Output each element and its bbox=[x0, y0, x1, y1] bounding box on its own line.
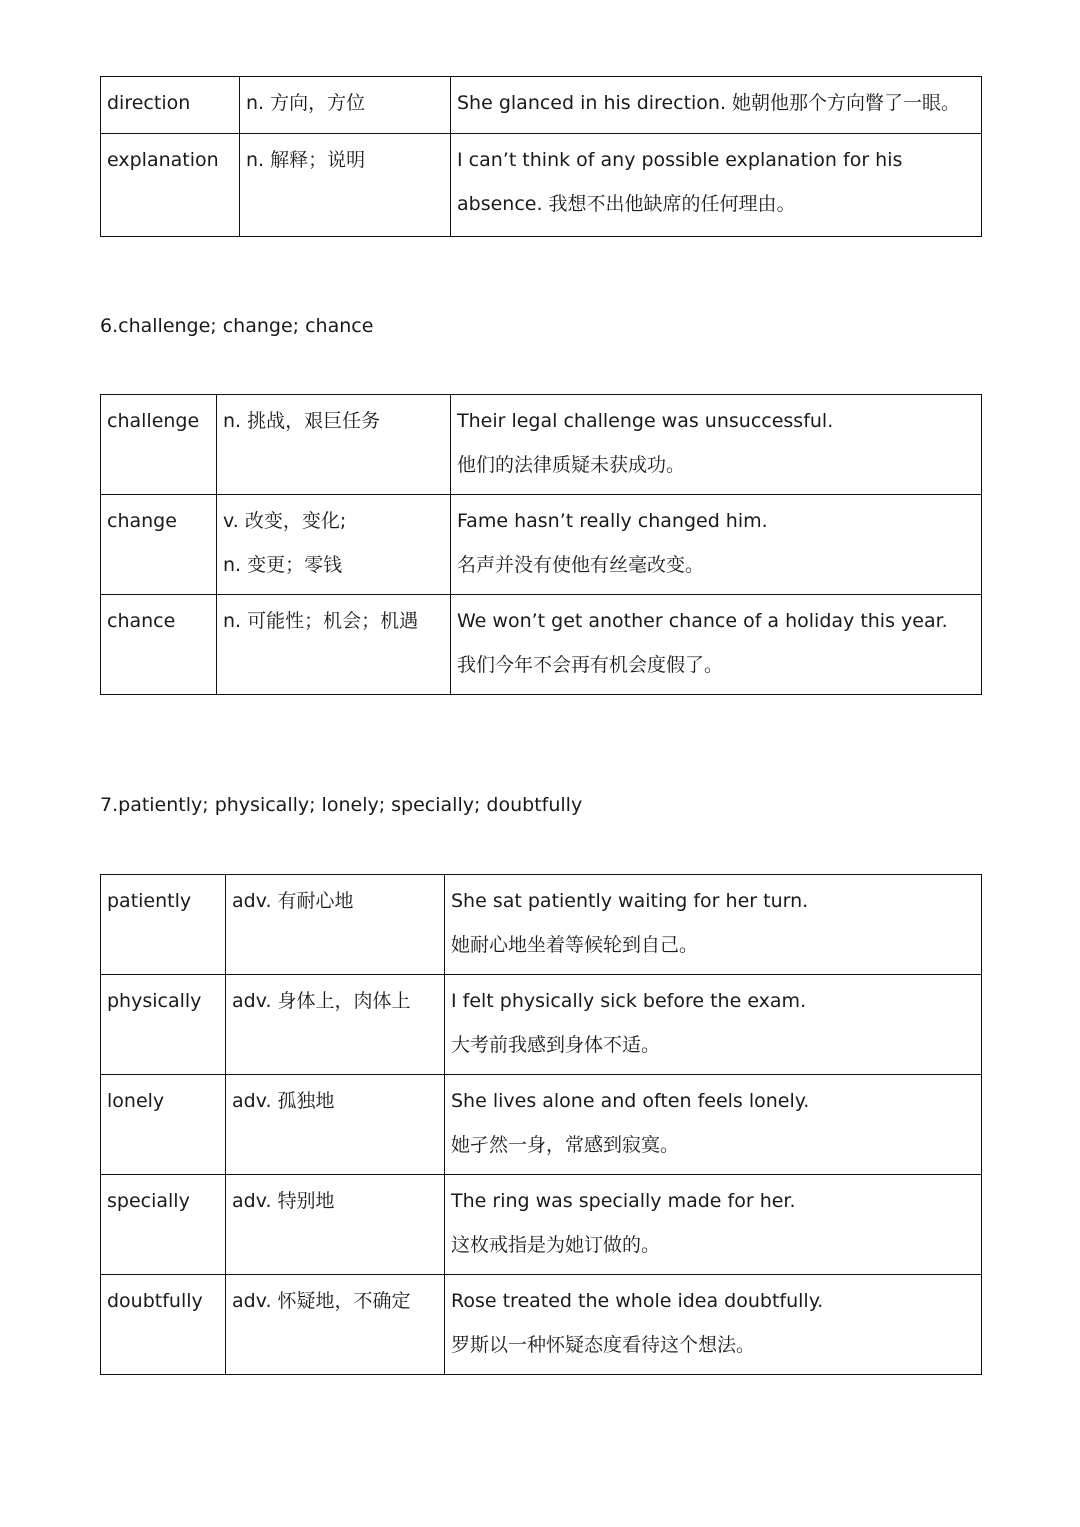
vocab-table-1 bbox=[100, 76, 982, 237]
word-cell: lonely bbox=[101, 1075, 226, 1175]
word-cell: chance bbox=[101, 595, 217, 695]
table-row bbox=[101, 495, 982, 595]
table-row bbox=[101, 875, 982, 975]
section-heading: 7.patiently; physically; lonely; specially; doubtfully bbox=[100, 794, 583, 816]
example-cell: She glanced in his direction. 她朝他那个方向瞥了一眼。 bbox=[451, 77, 982, 134]
vocab-table-2 bbox=[100, 394, 982, 695]
meaning-cell: n. 解释；说明 bbox=[240, 134, 451, 237]
example-cell: The ring was specially made for her. 这枚戒指是为她订做的。 bbox=[445, 1175, 982, 1275]
example-cell: We won’t get another chance of a holiday this year. 我们今年不会再有机会度假了。 bbox=[451, 595, 982, 695]
example-cell: I felt physically sick before the exam. 大考前我感到身体不适。 bbox=[445, 975, 982, 1075]
meaning-cell: n. 可能性；机会；机遇 bbox=[217, 595, 451, 695]
meaning-cell: n. 方向，方位 bbox=[240, 77, 451, 134]
example-cell: I can’t think of any possible explanation for his absence. 我想不出他缺席的任何理由。 bbox=[451, 134, 982, 237]
table-row bbox=[101, 1075, 982, 1175]
section-heading: 6.challenge; change; chance bbox=[100, 315, 374, 337]
word-cell: specially bbox=[101, 1175, 226, 1275]
meaning-cell: adv. 特别地 bbox=[226, 1175, 445, 1275]
example-cell: She sat patiently waiting for her turn. 她耐心地坐着等候轮到自己。 bbox=[445, 875, 982, 975]
word-cell: physically bbox=[101, 975, 226, 1075]
word-cell: direction bbox=[101, 77, 240, 134]
table-row bbox=[101, 395, 982, 495]
table-row bbox=[101, 134, 982, 237]
meaning-cell: adv. 有耐心地 bbox=[226, 875, 445, 975]
meaning-cell: adv. 身体上，肉体上 bbox=[226, 975, 445, 1075]
example-cell: She lives alone and often feels lonely. 她孑然一身，常感到寂寞。 bbox=[445, 1075, 982, 1175]
meaning-cell: adv. 怀疑地，不确定 bbox=[226, 1275, 445, 1375]
example-cell: Fame hasn’t really changed him. 名声并没有使他有丝毫改变。 bbox=[451, 495, 982, 595]
meaning-cell: v. 改变，变化; n. 变更；零钱 bbox=[217, 495, 451, 595]
meaning-cell: adv. 孤独地 bbox=[226, 1075, 445, 1175]
table-row bbox=[101, 595, 982, 695]
example-cell: Their legal challenge was unsuccessful. 他们的法律质疑未获成功。 bbox=[451, 395, 982, 495]
table-row bbox=[101, 1275, 982, 1375]
word-cell: challenge bbox=[101, 395, 217, 495]
table-row bbox=[101, 975, 982, 1075]
table-row bbox=[101, 1175, 982, 1275]
word-cell: patiently bbox=[101, 875, 226, 975]
word-cell: change bbox=[101, 495, 217, 595]
word-cell: explanation bbox=[101, 134, 240, 237]
example-cell: Rose treated the whole idea doubtfully. 罗斯以一种怀疑态度看待这个想法。 bbox=[445, 1275, 982, 1375]
word-cell: doubtfully bbox=[101, 1275, 226, 1375]
meaning-cell: n. 挑战，艰巨任务 bbox=[217, 395, 451, 495]
table-row bbox=[101, 77, 982, 134]
vocab-table-3 bbox=[100, 874, 982, 1375]
